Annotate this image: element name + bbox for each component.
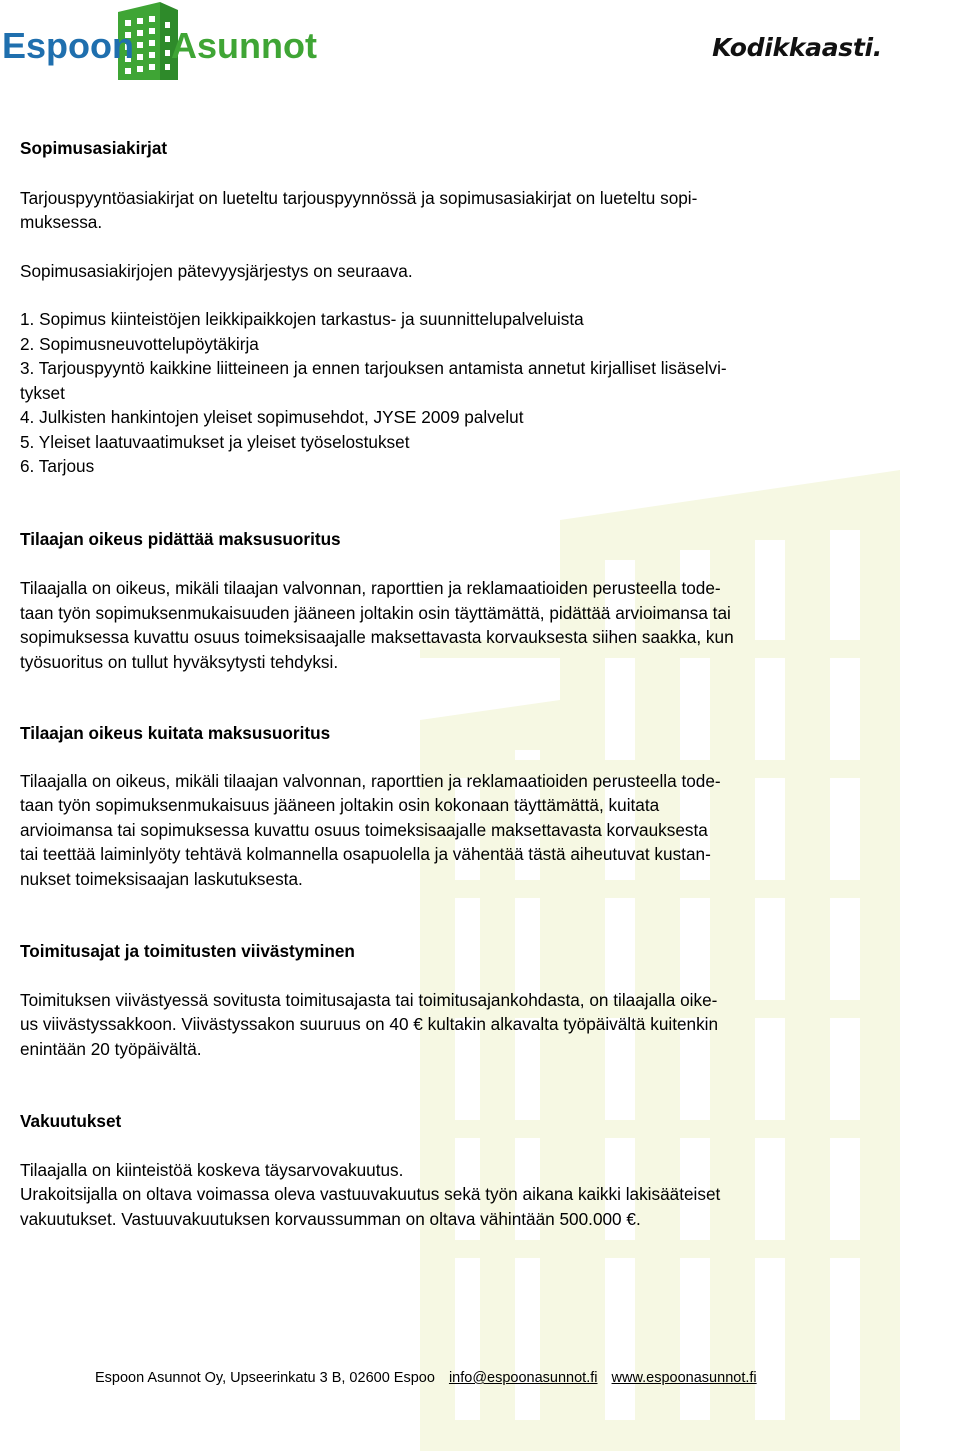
- paragraph-line: Tilaajalla on oikeus, mikäli tilaajan valvonnan, raporttien ja reklamaatioiden perusteella tode-: [20, 578, 721, 598]
- paragraph-line: arvioimansa tai sopimuksessa kuvattu osuus toimeksisaajalle maksettavasta korvauksesta: [20, 819, 708, 840]
- paragraph-line: Urakoitsijalla on oltava voimassa oleva vastuuvakuutus sekä työn aikana kaikki lakisääteiset: [20, 1184, 721, 1204]
- list-item: 4. Julkisten hankintojen yleiset sopimusehdot, JYSE 2009 palvelut: [20, 407, 524, 427]
- section-heading-toimitusajat: Toimitusajat ja toimitusten viivästyminen: [20, 941, 355, 961]
- svg-text:Asunnot: Asunnot: [171, 25, 317, 66]
- page-header: [0, 0, 960, 90]
- footer-email-link[interactable]: info@espoonasunnot.fi: [448, 1370, 598, 1386]
- list-item: 3. Tarjouspyyntö kaikkine liitteineen ja ennen tarjouksen antamista annetut kirjalliset lisäselvi-: [20, 358, 727, 378]
- paragraph-line: työsuoritus on tullut hyväksytysti tehdyksi.: [20, 651, 339, 672]
- footer-website-link[interactable]: www.espoonasunnot.fi: [611, 1370, 757, 1386]
- paragraph: Tarjouspyyntöasiakirjat on lueteltu tarjouspyynnössä ja sopimusasiakirjat on lueteltu sopi-: [20, 187, 698, 208]
- paragraph-line: Toimituksen viivästyessä sovitusta toimitusajasta tai toimitusajankohdasta, on tilaajalla oike-: [20, 989, 718, 1010]
- section-heading-sopimusasiakirjat: Sopimusasiakirjat: [20, 138, 168, 158]
- paragraph-line: taan työn sopimuksenmukaisuuden jääneen joltakin osin täyttämättä, pidättää arvioimansa tai: [20, 602, 731, 623]
- section-heading-pidattaa: Tilaajan oikeus pidättää maksusuoritus: [20, 528, 341, 549]
- paragraph-line: Tilaajalla on oikeus, mikäli tilaajan valvonnan, raporttien ja reklamaatioiden perusteella tode-: [20, 770, 721, 791]
- list-item: 5. Yleiset laatuvaatimukset ja yleiset työselostukset: [20, 431, 410, 452]
- page-footer: [95, 1370, 757, 1386]
- slogan: Kodikkaasti.: [712, 33, 882, 62]
- espoon-asunnot-logo: [0, 0, 317, 88]
- svg-text:Espoon: Espoon: [2, 25, 134, 66]
- list-item: 2. Sopimusneuvottelupöytäkirja: [20, 333, 259, 354]
- paragraph-line: Tilaajalla on kiinteistöä koskeva täysarvovakuutus.: [20, 1159, 404, 1180]
- paragraph-line: us viivästyssakkoon. Viivästyssakon suuruus on 40 € kultakin alkavalta työpäivältä kuitenkin: [20, 1014, 719, 1034]
- section-heading-vakuutukset: Vakuutukset: [20, 1111, 122, 1131]
- document-body: [20, 136, 880, 1231]
- list-item: 1. Sopimus kiinteistöjen leikkipaikkojen tarkastus- ja suunnittelupalveluista: [20, 309, 584, 329]
- list-item: 6. Tarjous: [20, 456, 95, 476]
- paragraph: muksessa.: [20, 212, 103, 232]
- footer-address: Espoon Asunnot Oy, Upseerinkatu 3 B, 02600 Espoo: [95, 1370, 435, 1386]
- paragraph-line: enintään 20 työpäivältä.: [20, 1038, 202, 1059]
- paragraph-line: vakuutukset. Vastuuvakuutuksen korvaussumman on oltava vähintään 500.000 €.: [20, 1208, 641, 1229]
- paragraph-line: nukset toimeksisaajan laskutuksesta.: [20, 868, 303, 889]
- paragraph: Sopimusasiakirjojen pätevyysjärjestys on seuraava.: [20, 260, 413, 281]
- list-item: tykset: [20, 382, 65, 403]
- paragraph-line: tai teettää laiminlyöty tehtävä kolmannella osapuolella ja vähentää tästä aiheutuvat kustan-: [20, 844, 711, 864]
- section-heading-kuitata: Tilaajan oikeus kuitata maksusuoritus: [20, 723, 331, 743]
- paragraph-line: taan työn sopimuksenmukaisuus jääneen joltakin osin kokonaan täyttämättä, kuitata: [20, 795, 660, 815]
- paragraph-line: sopimuksessa kuvattu osuus toimeksisaajalle maksettavasta korvauksesta siihen saakka, kun: [20, 627, 734, 647]
